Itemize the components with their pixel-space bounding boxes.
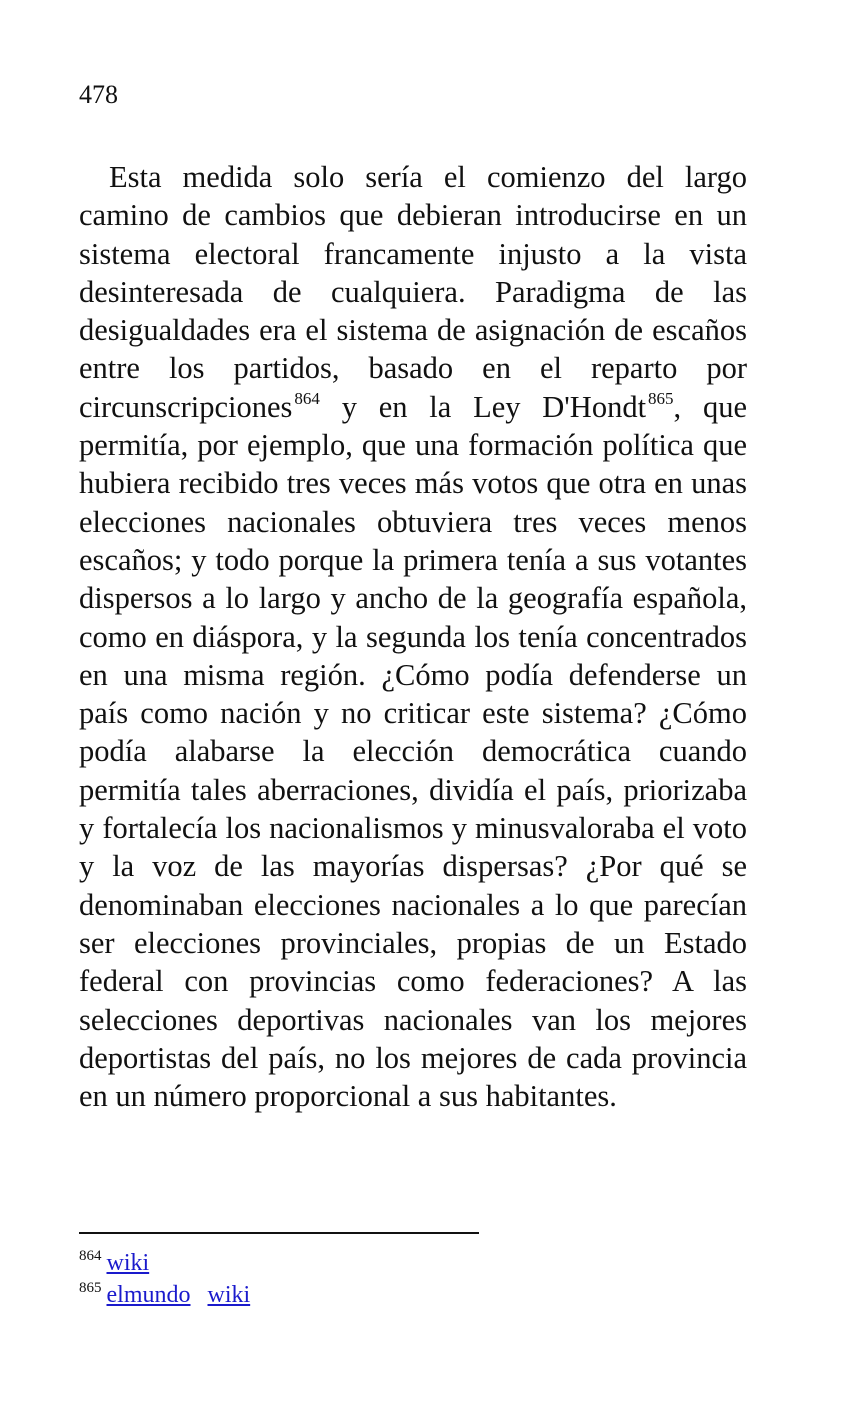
footnote-marker: 865: [79, 1280, 102, 1296]
paragraph-text: Esta medida solo sería el comienzo del largo camino de cambios que debieran introducirse en un sistema electoral francamente injusto a la vista desinteresada de cualquiera. Paradigma de las desigualdades era el sistema de asignación de escaños entre los partidos, basado en el reparto por circunscripciones: [79, 160, 747, 424]
main-paragraph: [79, 158, 747, 1115]
footnote-864: [79, 1247, 250, 1279]
footnotes-section: [79, 1247, 250, 1311]
page-number: 478: [79, 80, 118, 109]
footnote-link-wiki[interactable]: wiki: [106, 1250, 150, 1276]
paragraph-text: , que permitía, por ejemplo, que una formación política que hubiera recibido tres veces más votos que otra en unas elecciones nacionales obtuviera tres veces menos escaños; y todo porque la primera tenía a sus votantes dispersos a lo largo y ancho de la geografía española, como en diáspora, y la segunda los tenía concentrados en una misma región. ¿Cómo podía defenderse un país como nación y no criticar este sistema? ¿Cómo podía alabarse la elección democrática cuando permitía tales aberraciones, dividía el país, priorizaba y fortalecía los nacionalismos y minusvaloraba el voto y la voz de las mayorías dispersas? ¿Por qué se denominaban elecciones nacionales a lo que parecían ser elecciones provinciales, propias de un Estado federal con provincias como federaciones? A las selecciones deportivas nacionales van los mejores deportistas del país, no los mejores de cada provincia en un número proporcional a sus habitantes.: [79, 389, 747, 1114]
footnote-link-wiki[interactable]: wiki: [207, 1282, 251, 1308]
footnote-link-elmundo[interactable]: elmundo: [106, 1282, 191, 1308]
footnote-divider: [79, 1232, 479, 1234]
footnote-marker: 864: [79, 1248, 102, 1264]
footnote-865: [79, 1279, 250, 1311]
paragraph-text: y en la Ley D'Hondt: [319, 389, 647, 424]
footnote-reference-865[interactable]: 865: [648, 388, 674, 408]
footnote-reference-864[interactable]: 864: [294, 388, 320, 408]
